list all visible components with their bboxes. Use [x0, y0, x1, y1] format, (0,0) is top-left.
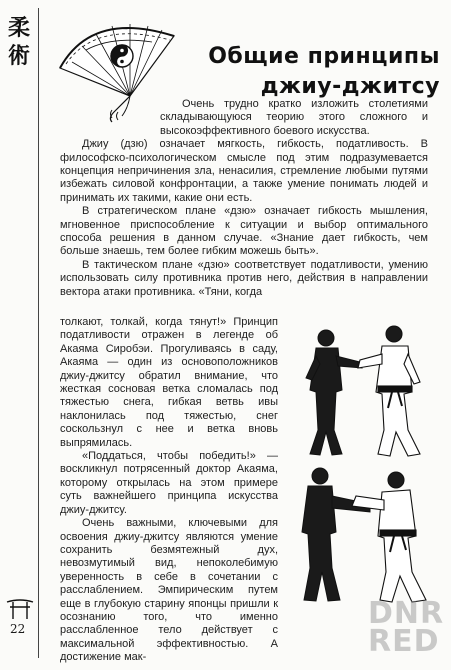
watermark	[368, 596, 445, 659]
torii-ornament	[6, 598, 34, 620]
kanji-mark	[4, 14, 34, 70]
watermark-line-1: DNR	[368, 596, 445, 631]
watermark-line-2: RED	[368, 624, 440, 659]
text-block-top	[60, 98, 428, 299]
page-title	[178, 42, 440, 102]
paragraph-5: «Поддаться, чтобы победить!» — воскликнул потрясенный доктор Акаяма, которому открылась на этом примере суть важнейшего принципа искусства джиу-джитсу.	[60, 450, 278, 516]
paragraph-2: Джиу (дзю) означает мягкость, гибкость, податливость. В философско-психологическом смысле под этим подразумевается концепция непричинения зла, ненасилия, стремление любыми путями избежать силовой конфронтации, а также умение понимать людей и принимать их такими, какие они есть.	[60, 138, 428, 204]
text-block-column	[60, 316, 278, 665]
fighters-illustration-1	[286, 320, 436, 460]
fighters-illustration-2	[286, 456, 436, 606]
paragraph-4-cont: толкают, толкай, когда тянут!» Принцип податливости отражен в легенде об Акаяма Сиробэи. Прогуливаясь в саду, Акаяма — один из основоположников джиу-джитсу обратил внимание, что жесткая сосновая ветка сломалась под тяжестью снега, гибкая ветвь ивы наклонилась под тяжестью, снег соскользнул с нее и ветка вновь выпрямилась.	[60, 316, 278, 449]
page-number: 22	[10, 622, 26, 636]
margin-rule	[38, 8, 39, 658]
paragraph-6: Очень важными, ключевыми для освоения джиу-джитсу являются умение сохранить безмятежный дух, невозмутимый вид, непоколебимую уверенность в себе в сочетании с расслаблением. Эмпирическим путем еще в глубокую старину японцы пришли к осознанию того, что именно расслабленное тело действует с максимальной эффективностью. А достижение мак-	[60, 517, 278, 664]
title-line-1: Общие принципы	[208, 44, 440, 69]
kanji-ju: 柔	[7, 15, 30, 41]
title-line-2: джиу-джитсу	[260, 74, 440, 99]
paragraph-3: В стратегическом плане «дзю» означает гибкость мышления, мгновенное приспособление к ситуации и выбор оптимального способа решения в данном случае. «Знание дает гибкость, чем больше знаешь, тем более гибким можешь быть».	[60, 205, 428, 258]
paragraph-1: Очень трудно кратко изложить столетиями складывающуюся теорию этого сложного и высокоэффективного боевого искусства.	[160, 98, 428, 137]
kanji-jutsu: 術	[7, 43, 30, 69]
paragraph-4-start: В тактическом плане «дзю» соответствует податливости, умению использовать силу противника против него, действия в направлении вектора атаки противника. «Тяни, когда	[60, 258, 428, 298]
